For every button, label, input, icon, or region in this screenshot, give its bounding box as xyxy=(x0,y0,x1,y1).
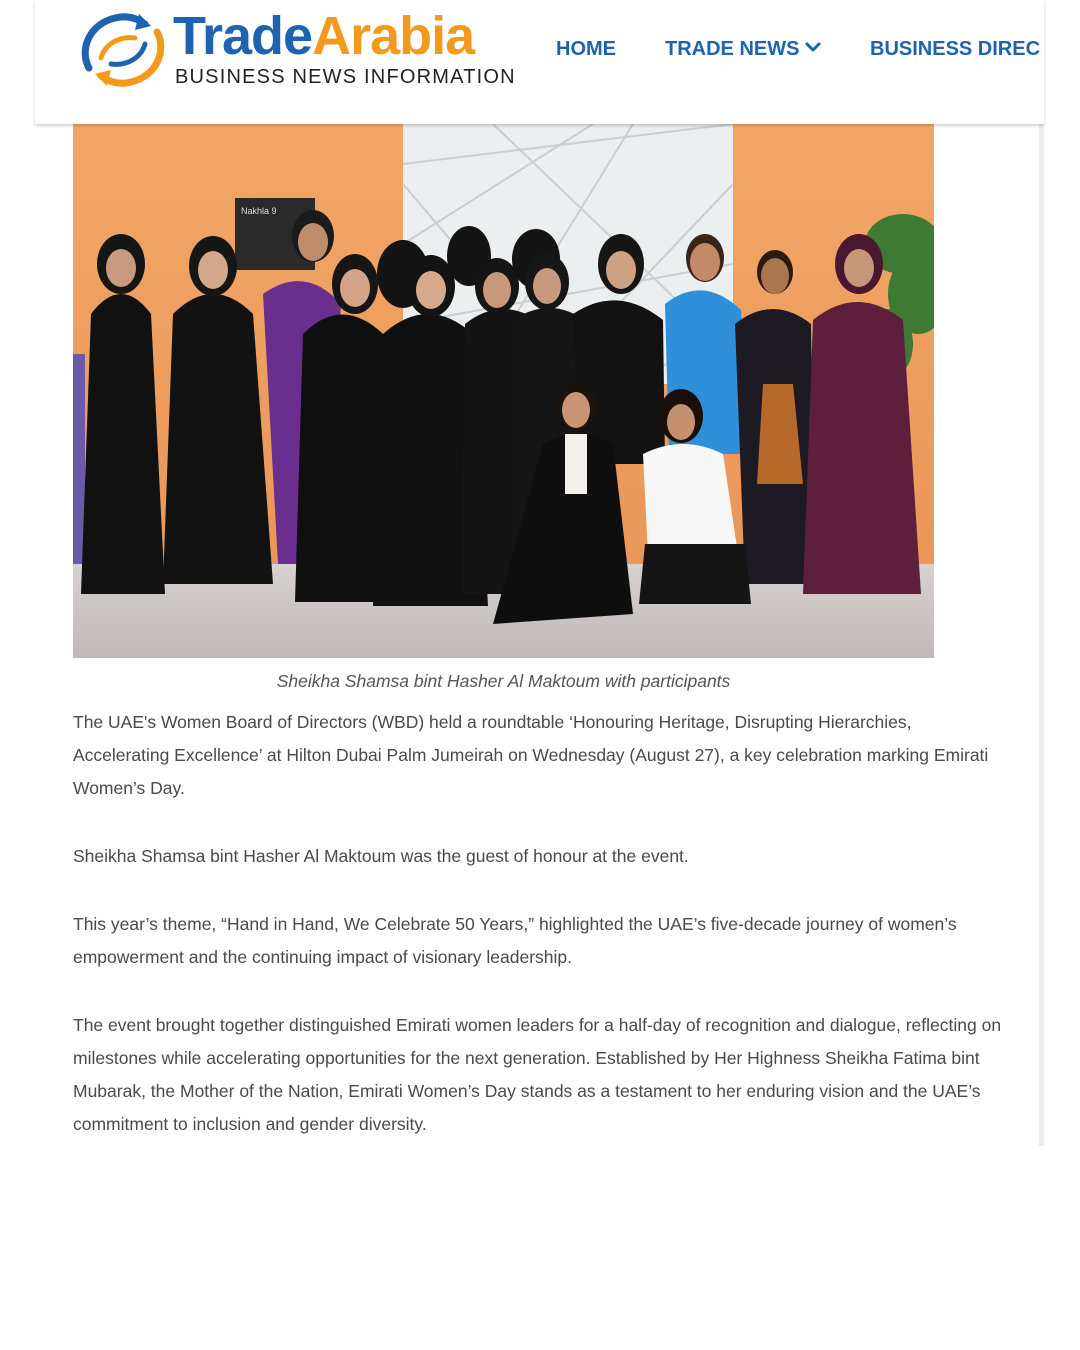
chevron-down-icon xyxy=(805,42,821,53)
logo-word-arabia: Arabia xyxy=(312,6,475,66)
content-border xyxy=(1039,124,1044,1146)
nav-trade-news-label: TRADE NEWS xyxy=(665,38,800,60)
nav-trade-news[interactable] xyxy=(665,36,821,62)
article-body xyxy=(73,706,1003,1176)
logo-wordmark xyxy=(173,6,474,66)
event-sign-text: Nakhla 9 xyxy=(241,206,277,216)
article-paragraph: Sheikha Shamsa bint Hasher Al Maktoum was the guest of honour at the event. xyxy=(73,846,689,866)
photo-caption: Sheikha Shamsa bint Hasher Al Maktoum with participants xyxy=(276,671,731,691)
article-paragraph: The UAE's Women Board of Directors (WBD) held a roundtable ‘Honouring Heritage, Disrupting Hierarchies, Accelerating Excellence’ at Hilton Dubai Palm Jumeirah on Wednesday (August 27), a key celebration marking Emirati Women’s Day. xyxy=(73,712,989,798)
article-paragraph: The event brought together distinguished Emirati women leaders for a half-day of recognition and dialogue, reflecting on milestones while accelerating opportunities for the next generation. Established by Her Highness Sheikha Fatima bint Mubarak, the Mother of the Nation, Emirati Women’s Day stands as a testament to her enduring vision and the UAE’s commitment to inclusion and gender diversity. xyxy=(73,1015,1002,1134)
site-header xyxy=(35,0,1044,124)
logo-tagline: BUSINESS NEWS INFORMATION xyxy=(175,66,516,88)
group-photo xyxy=(73,124,934,658)
site-logo[interactable] xyxy=(75,8,535,94)
nav-home-label: HOME xyxy=(556,38,616,60)
logo-word-trade: Trade xyxy=(173,6,313,66)
nav-business-label: BUSINESS DIREC xyxy=(870,38,1041,60)
article-photo xyxy=(73,124,934,658)
recycle-arrows-icon xyxy=(75,10,171,90)
article-paragraph: This year’s theme, “Hand in Hand, We Celebrate 50 Years,” highlighted the UAE’s five-decade journey of women’s empowerment and the continuing impact of visionary leadership. xyxy=(73,914,957,967)
nav-home[interactable] xyxy=(556,36,616,62)
nav-business-directory[interactable] xyxy=(870,36,1040,62)
